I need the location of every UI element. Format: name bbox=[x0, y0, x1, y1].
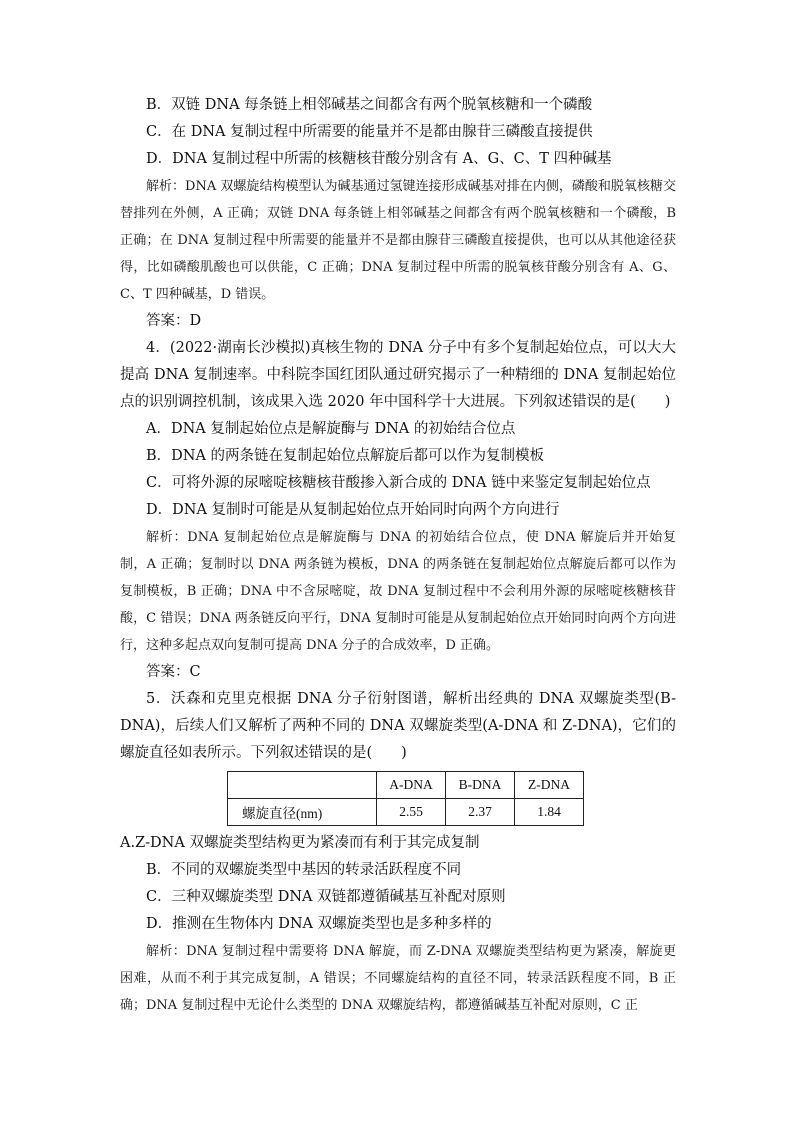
table-row-label: 螺旋直径(nm) bbox=[228, 799, 377, 826]
table-cell: 2.55 bbox=[377, 799, 446, 826]
q5-explanation: 解析：DNA 复制过程中需要将 DNA 解旋，而 Z-DNA 双螺旋类型结构更为紧凑，解旋更困难，从而不利于其完成复制，A 错误；不同螺旋结构的直径不同，转录活跃程度不同，B 正确；DNA 复制过程中无论什么类型的 DNA 双螺旋结构，都遵循碱基互补配对原则，C 正 bbox=[120, 944, 676, 1013]
q3-option-b: B．双链 DNA 每条链上相邻碱基之间都含有两个脱氧核糖和一个磷酸 bbox=[146, 97, 593, 113]
q4-option-c: C．可将外源的尿嘧啶核糖核苷酸掺入新合成的 DNA 链中来鉴定复制起始位点 bbox=[146, 475, 651, 491]
table-header-row bbox=[228, 772, 584, 799]
q5-stem: 5．沃森和克里克根据 DNA 分子衍射图谱，解析出经典的 DNA 双螺旋类型(B-DNA)，后续人们又解析了两种不同的 DNA 双螺旋类型(A-DNA 和 Z-DNA)，它们的螺旋直径如表所示。下列叙述错误的是( ) bbox=[120, 691, 676, 761]
table-header-cell: B-DNA bbox=[446, 772, 515, 799]
table-cell: 1.84 bbox=[515, 799, 584, 826]
q5-option-a: A.Z-DNA 双螺旋类型结构更为紧凑而有利于其完成复制 bbox=[120, 835, 480, 851]
q4-option-b: B．DNA 的两条链在复制起始位点解旋后都可以作为复制模板 bbox=[146, 448, 545, 464]
helix-diameter-table bbox=[227, 771, 584, 826]
q4-option-a: A．DNA 复制起始位点是解旋酶与 DNA 的初始结合位点 bbox=[146, 421, 516, 437]
table-header-cell: Z-DNA bbox=[515, 772, 584, 799]
table-cell: 2.37 bbox=[446, 799, 515, 826]
q3-option-d: D．DNA 复制过程中所需的核糖核苷酸分别含有 A、G、C、T 四种碱基 bbox=[146, 151, 612, 167]
q4-answer: 答案：C bbox=[146, 664, 201, 680]
q3-explanation: 解析：DNA 双螺旋结构模型认为碱基通过氢键连接形成碱基对排在内侧，磷酸和脱氧核糖交替排列在外侧，A 正确；双链 DNA 每条链上相邻碱基之间都含有两个脱氧核糖和一个磷酸，B 正确；在 DNA 复制过程中所需要的能量并不是都由腺苷三磷酸直接提供，也可以从其他途径获得，比如磷酸肌酸也可以供能，C 正确；DNA 复制过程中所需的脱氧核苷酸分别含有 A、G、C、T 四种碱基，D 错误。 bbox=[120, 179, 676, 302]
table-header-cell: A-DNA bbox=[377, 772, 446, 799]
table-header-cell bbox=[228, 772, 377, 799]
table-row bbox=[228, 799, 584, 826]
q5-option-d: D．推测在生物体内 DNA 双螺旋类型也是多种多样的 bbox=[146, 916, 492, 932]
q3-answer: 答案：D bbox=[146, 313, 202, 329]
document-page bbox=[120, 92, 676, 1019]
q4-stem: 4．(2022·湖南长沙模拟)真核生物的 DNA 分子中有多个复制起始位点，可以大大提高 DNA 复制速率。中科院李国红团队通过研究揭示了一种精细的 DNA 复制起始位点的识别调控机制，该成果入选 2020 年中国科学十大进展。下列叙述错误的是( ) bbox=[120, 340, 676, 410]
q5-option-c: C．三种双螺旋类型 DNA 双链都遵循碱基互补配对原则 bbox=[146, 889, 506, 905]
q3-option-c: C．在 DNA 复制过程中所需要的能量并不是都由腺苷三磷酸直接提供 bbox=[146, 124, 593, 140]
q4-explanation: 解析：DNA 复制起始位点是解旋酶与 DNA 的初始结合位点，使 DNA 解旋后并开始复制，A 正确；复制时以 DNA 两条链为模板，DNA 的两条链在复制起始位点解旋后都可以作为复制模板，B 正确；DNA 中不含尿嘧啶，故 DNA 复制过程中不会利用外源的尿嘧啶核糖核苷酸，C 错误；DNA 两条链反向平行，DNA 复制时可能是从复制起始位点开始同时向两个方向进行，这种多起点双向复制可提高 DNA 分子的合成效率，D 正确。 bbox=[120, 530, 676, 653]
q4-option-d: D．DNA 复制时可能是从复制起始位点开始同时向两个方向进行 bbox=[146, 502, 560, 518]
q5-option-b: B．不同的双螺旋类型中基因的转录活跃程度不同 bbox=[146, 862, 462, 878]
